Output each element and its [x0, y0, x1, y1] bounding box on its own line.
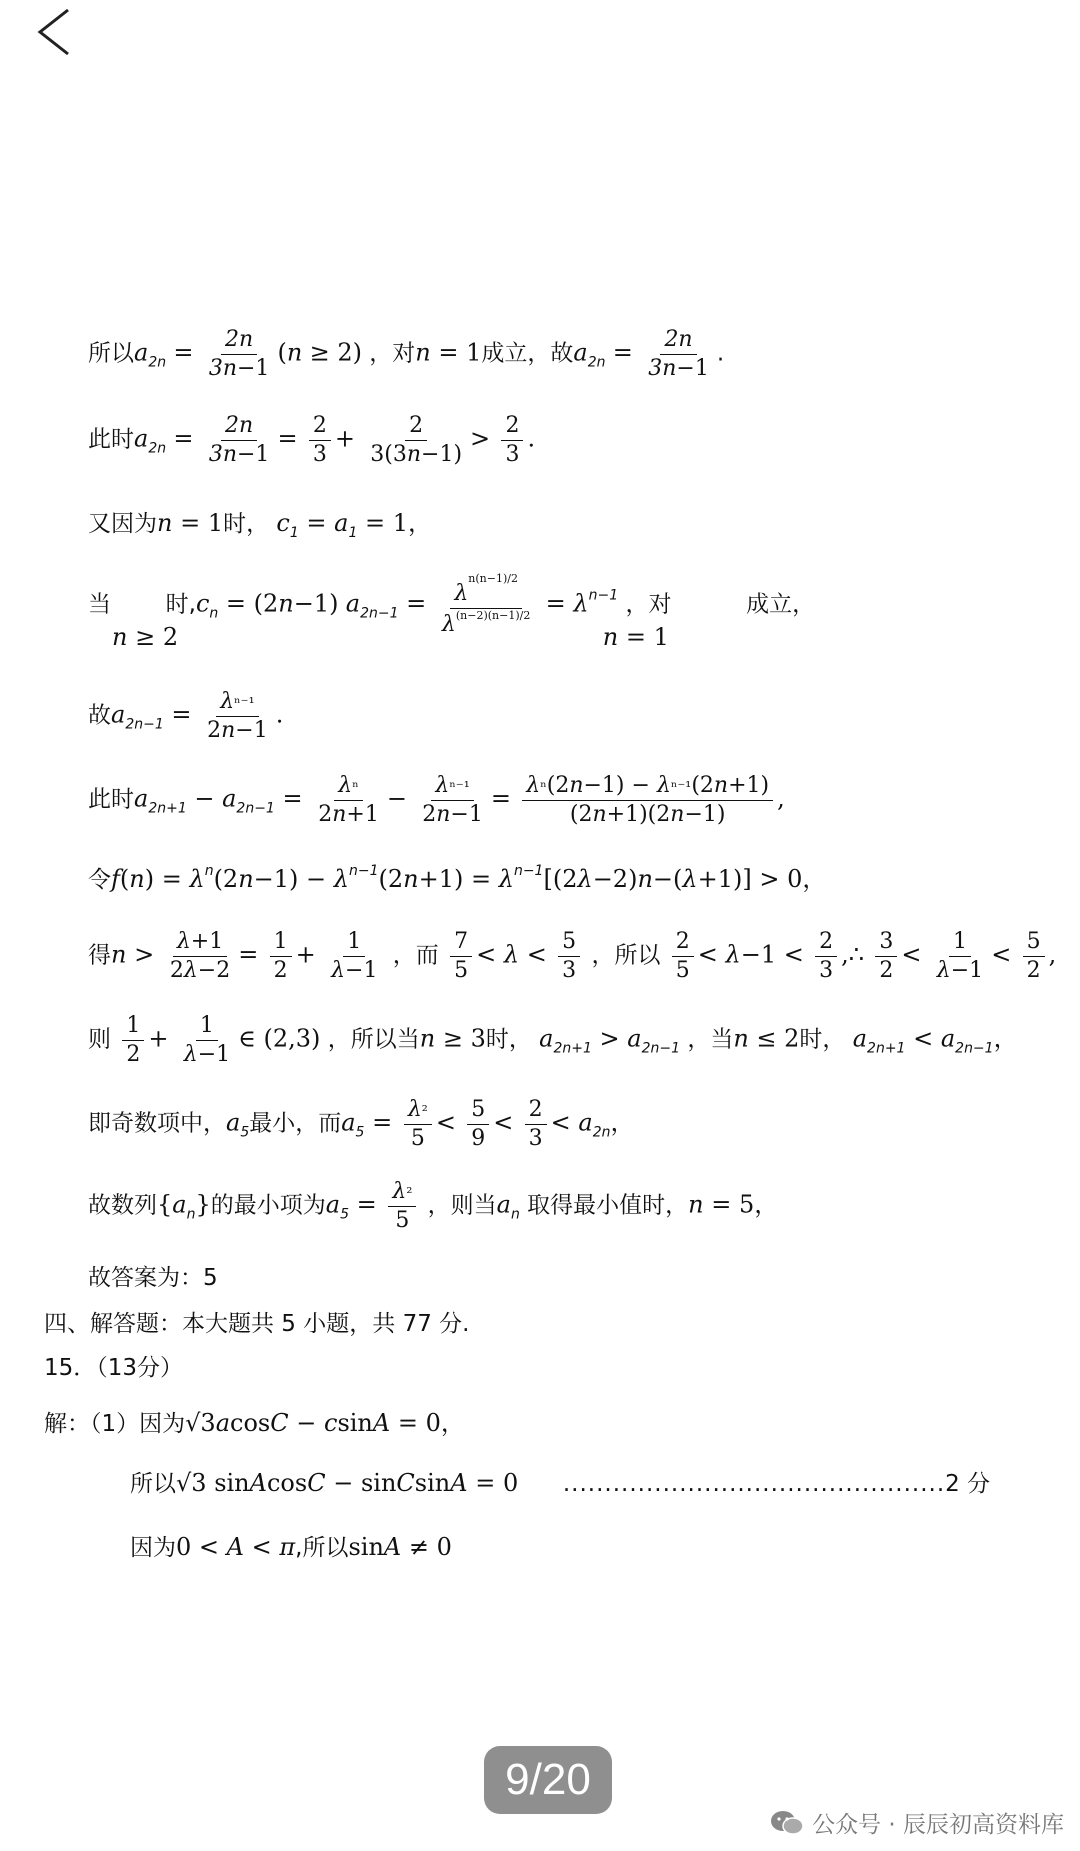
wechat-icon — [770, 1810, 804, 1836]
line-9: 则 $\frac{1}{2}$ + $\frac{1}{\lambda-1}$ ∈ (2,3) ，所以当n ≥ 3时， $a_{2n+1} > a_{2n-1}$ ，当n ≤ 2时， $a_{2n+1} < a_{2n-1}$， — [88, 1013, 1018, 1067]
line-15: 解：（1）因为√3acosC − csinA = 0， — [44, 1409, 465, 1437]
line-10: 即奇数项中，$a_5$最小，而$a_5$ = $\frac{\text{λ²}}{5}$ < $\frac{5}{9}$ < $\frac{2}{3}$ < $a_{2n}$， — [88, 1097, 635, 1151]
chevron-left-icon — [28, 6, 88, 66]
line-7: 令$f(n) = \lambda^n(2n-1) - \lambda^{n-1}(2n+1) = \lambda^{n-1}[(2\lambda-2)n-(\lambda+1)] > 0$， — [88, 863, 827, 893]
page-indicator: 9/20 — [484, 1746, 612, 1814]
back-button[interactable] — [28, 6, 88, 66]
line-3: 又因为n = 1时， $c_1 = a_1 = 1$， — [88, 509, 433, 541]
line-14: 15．（13分） — [44, 1355, 184, 1381]
line-2: 此时$a_{2n}$ = $\frac{2n}{3n-1}$ = $\frac{2}{3}$ + $\frac{2}{3(3n-1)}$ > $\frac{2}{3}$ . — [88, 413, 536, 467]
line-17: 因为0 < A < π,所以sinA ≠ 0 — [130, 1533, 452, 1561]
line-13: 四、解答题：本大题共 5 小题，共 77 分. — [44, 1311, 470, 1337]
line-1: 所以$a_{2n}$ = $\frac{2n}{3n-1}$ (n ≥ 2) ，对n = 1成立，故$a_{2n}$ = $\frac{2n}{3n-1}$ . — [88, 327, 725, 381]
line-4: 当 时$,c_n = (2n-1) a_{2n-1}$ = $\frac{\lambda^{n(n-1)/2}}{\lambda^{(n-2)(n-1)/2}}$ = $\lambda^{n-1}$ ，对 成立， — [88, 572, 816, 637]
line-12: 故答案为：5 — [88, 1265, 218, 1291]
line-11: 故数列$\{a_n\}$的最小项为$a_5$ = $\frac{\text{λ²}}{5}$ ，则当$a_n$ 取得最小值时，n = 5， — [88, 1179, 779, 1233]
line-5: 故$a_{2n-1}$ = $\frac{\text{λⁿ⁻¹}}{2n-1}$ . — [88, 689, 284, 743]
watermark: 公众号 · 辰辰初高资料库 — [770, 1806, 1064, 1839]
line-6: 此时$a_{2n+1} - a_{2n-1}$ = $\frac{\text{λⁿ}}{2n+1}$ − $\frac{\text{λⁿ⁻¹}}{2n-1}$ = $\frac{\text{λⁿ(2n−1) − λⁿ⁻¹(2n+1)}}{(2n+1)(2n-1)}$ , — [88, 773, 785, 827]
line-8: 得n > $\frac{\lambda+1}{2\lambda-2}$ = $\frac{1}{2}$ + $\frac{1}{\lambda-1}$ ，而 $\frac{7}{5}$ < λ < $\frac{5}{3}$ ，所以 $\frac{2}{5}$ < λ−1 < $\frac{2}{3}$ ,∴ $\frac{3}{2}$ < $\frac{1}{\lambda-1}$ < $\frac{5}{2}$ , — [88, 929, 1057, 983]
line-4-sub: n ≥ 2 n = 1 — [112, 623, 669, 651]
line-16: 所以√3 sinAcosC − sinCsinA = 0 ..............................................2 分 — [130, 1469, 991, 1497]
